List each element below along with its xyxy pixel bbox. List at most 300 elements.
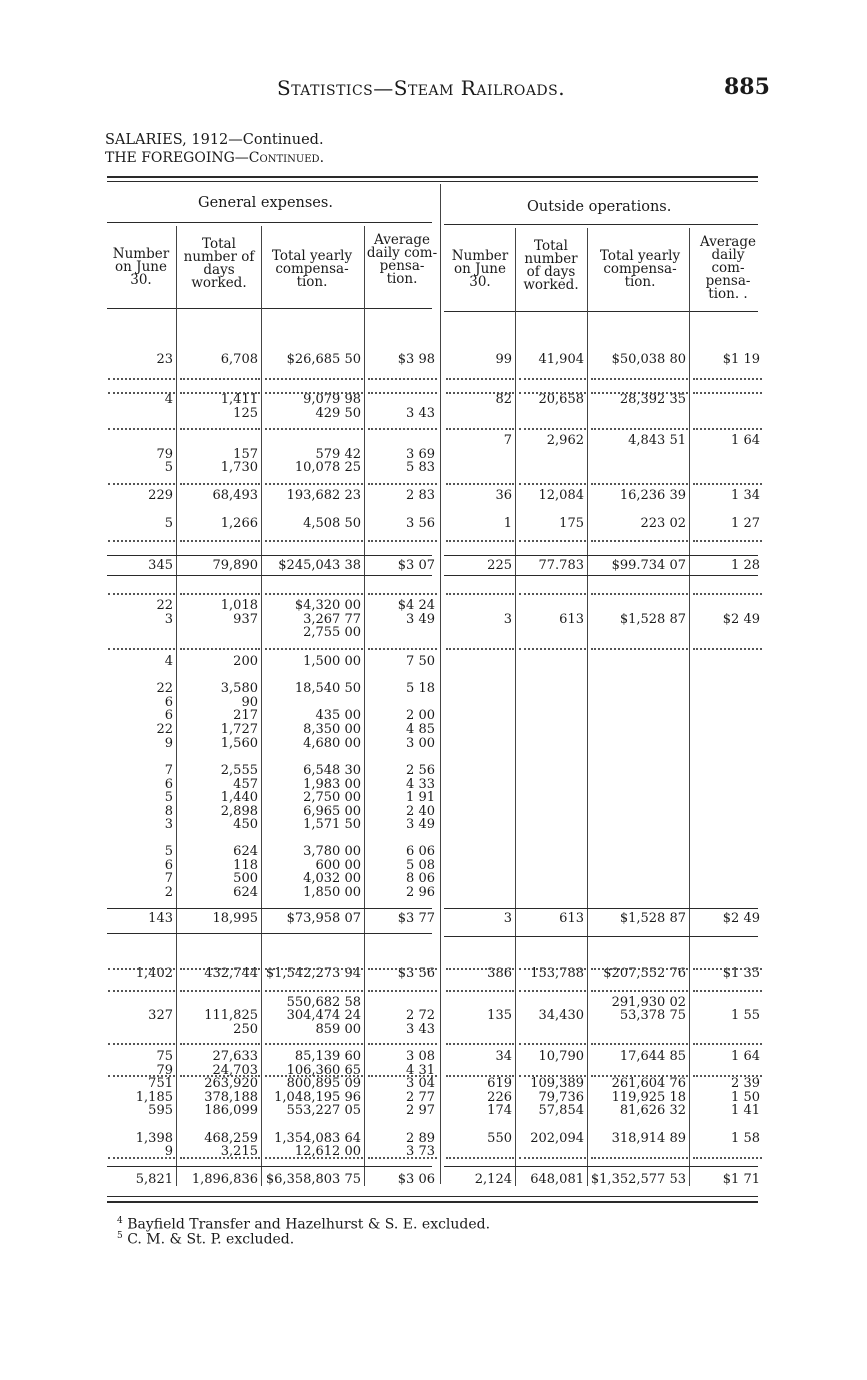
- cell-number-general: 595: [148, 1103, 173, 1118]
- cell-average-general: $3 77: [397, 911, 435, 926]
- dot-leader: [180, 378, 260, 380]
- dot-leader: [265, 648, 363, 650]
- dot-leader: [693, 378, 762, 380]
- cell-average-general: 2 83: [406, 488, 435, 503]
- cell-number-general: 9: [164, 736, 173, 751]
- dot-leader: [265, 593, 363, 595]
- cell-average-general: 4 31: [406, 1063, 435, 1078]
- dot-leader: [108, 990, 175, 992]
- cell-number-general: 6: [164, 858, 173, 873]
- dot-leader: [446, 378, 514, 380]
- dot-leader: [368, 540, 437, 542]
- cell-number-outside: 99: [495, 352, 512, 367]
- dot-leader: [180, 1157, 260, 1159]
- dot-leader: [265, 540, 363, 542]
- cell-average-general: 3 00: [406, 736, 435, 751]
- dot-leader: [180, 1075, 260, 1077]
- dot-leader: [180, 990, 260, 992]
- top-rule-2: [107, 181, 758, 182]
- cell-compensation-general: 304,474 24: [286, 1008, 361, 1023]
- top-rule: [107, 176, 758, 178]
- cell-number-general: 22: [156, 681, 173, 696]
- cell-number-outside: 2,124: [474, 1172, 512, 1187]
- cell-compensation-general: 2,755 00: [303, 625, 361, 640]
- dot-leader: [180, 593, 260, 595]
- subtotal-rule-1b: [107, 575, 432, 576]
- cell-days-general: 1,411: [220, 392, 258, 407]
- cell-compensation-general: 85,139 60: [294, 1049, 361, 1064]
- dot-leader: [693, 990, 762, 992]
- cell-average-general: 3 43: [406, 1022, 435, 1037]
- cell-average-general: 2 97: [406, 1103, 435, 1118]
- dot-leader: [591, 540, 688, 542]
- cell-number-outside: 34: [495, 1049, 512, 1064]
- dot-leader: [265, 378, 363, 380]
- cell-compensation-outside: 17,644 85: [619, 1049, 686, 1064]
- cell-compensation-general: 3,780 00: [303, 844, 361, 859]
- dot-leader: [591, 990, 688, 992]
- cell-average-general: 2 89: [406, 1131, 435, 1146]
- dot-leader: [265, 990, 363, 992]
- cell-days-general: 1,730: [220, 460, 258, 475]
- cell-compensation-general: 435 00: [315, 708, 361, 723]
- dot-leader: [519, 1043, 586, 1045]
- cell-days-general: 68,493: [212, 488, 258, 503]
- cell-average-general: 2 77: [406, 1090, 435, 1105]
- cell-compensation-general: 579 42: [315, 447, 361, 462]
- cell-average-outside: 2 39: [731, 1076, 760, 1091]
- cell-compensation-general: 9,079 98: [303, 392, 361, 407]
- dot-leader: [108, 428, 175, 430]
- page-title: Statistics—Steam Railroads.: [277, 76, 566, 100]
- cell-number-general: 5: [164, 844, 173, 859]
- subtotal-rule-1b-right: [444, 575, 758, 576]
- cell-number-general: 3: [164, 612, 173, 627]
- dot-leader: [265, 392, 363, 394]
- cell-days-general: 6,708: [220, 352, 258, 367]
- cell-compensation-general: 8,350 00: [303, 722, 361, 737]
- cell-number-general: 751: [148, 1076, 173, 1091]
- cell-average-general: $4 24: [397, 598, 435, 613]
- total-rule: [107, 1166, 432, 1167]
- cell-days-general: 468,259: [204, 1131, 258, 1146]
- dot-leader: [180, 968, 260, 970]
- group-header-outside-operations: Outside operations.: [527, 199, 672, 215]
- dot-leader: [265, 1157, 363, 1159]
- cell-days-general: 200: [233, 654, 258, 669]
- cell-days-general: 263,920: [204, 1076, 258, 1091]
- cell-compensation-general: 10,078 25: [294, 460, 361, 475]
- dot-leader: [446, 1157, 514, 1159]
- cell-days-general: 79,890: [212, 558, 258, 573]
- dot-leader: [368, 1043, 437, 1045]
- column-header-compensation-outside: Total yearly compensa- tion.: [599, 248, 681, 290]
- dot-leader: [519, 483, 586, 485]
- column-header-average-outside: Average daily com- pensa- tion. .: [700, 234, 756, 302]
- cell-days-general: 432,744: [204, 966, 258, 981]
- cell-number-general: 9: [164, 1144, 173, 1159]
- cell-compensation-general: $4,320 00: [294, 598, 361, 613]
- cell-number-outside: 386: [487, 966, 512, 981]
- dot-leader: [519, 392, 586, 394]
- cell-average-general: 1 91: [406, 790, 435, 805]
- subtotal-rule-2: [107, 908, 432, 909]
- cell-days-outside: 202,094: [530, 1131, 584, 1146]
- cell-number-outside: 3: [503, 911, 512, 926]
- dot-leader: [446, 593, 514, 595]
- footnote-mark: 4: [117, 1216, 123, 1226]
- cell-compensation-outside: $207,552 76: [603, 966, 686, 981]
- dot-leader: [368, 968, 437, 970]
- cell-compensation-general: 1,983 00: [303, 777, 361, 792]
- dot-leader: [108, 1043, 175, 1045]
- dot-leader: [265, 1043, 363, 1045]
- cell-average-general: 2 72: [406, 1008, 435, 1023]
- cell-number-general: 1,398: [135, 1131, 173, 1146]
- cell-average-general: 6 06: [406, 844, 435, 859]
- dot-leader: [368, 593, 437, 595]
- dot-leader: [108, 483, 175, 485]
- cell-number-outside: 226: [487, 1090, 512, 1105]
- dot-leader: [446, 1043, 514, 1045]
- cell-number-general: 4: [164, 654, 173, 669]
- cell-average-general: 5 08: [406, 858, 435, 873]
- cell-compensation-general: 429 50: [315, 406, 361, 421]
- dot-leader: [108, 378, 175, 380]
- cell-compensation-general: 1,048,195 96: [274, 1090, 361, 1105]
- column-header-number-general: Number on June 30.: [112, 246, 170, 288]
- cell-days-general: 1,440: [220, 790, 258, 805]
- cell-number-general: 143: [148, 911, 173, 926]
- cell-compensation-outside: $1,352,577 53: [590, 1172, 686, 1187]
- header-bottom-rule: [107, 308, 432, 309]
- column-header-days-outside: Total number of days worked.: [523, 238, 579, 293]
- cell-number-general: 4: [164, 392, 173, 407]
- cell-number-general: 7: [164, 871, 173, 886]
- cell-compensation-outside: 16,236 39: [619, 488, 686, 503]
- cell-number-outside: 7: [503, 433, 512, 448]
- footnote-2: [117, 1231, 294, 1248]
- cell-compensation-general: 859 00: [315, 1022, 361, 1037]
- dot-leader: [693, 593, 762, 595]
- column-header-number-outside: Number on June 30.: [451, 248, 509, 290]
- header-bottom-rule-right: [444, 311, 758, 312]
- cell-average-general: 3 49: [406, 817, 435, 832]
- dot-leader: [368, 392, 437, 394]
- cell-average-general: $3 06: [397, 1172, 435, 1187]
- column-header-compensation-general: Total yearly compensa- tion.: [271, 248, 353, 290]
- dot-leader: [180, 392, 260, 394]
- cell-number-general: 75: [156, 1049, 173, 1064]
- dot-leader: [265, 428, 363, 430]
- dot-leader: [108, 1157, 175, 1159]
- cell-days-general: 1,896,836: [191, 1172, 258, 1187]
- dot-leader: [446, 968, 514, 970]
- dot-leader: [693, 540, 762, 542]
- cell-number-general: 6: [164, 708, 173, 723]
- dot-leader: [519, 378, 586, 380]
- dot-leader: [693, 483, 762, 485]
- bottom-rule-2: [107, 1201, 758, 1203]
- column-divider-6: [587, 228, 588, 1186]
- dot-leader: [519, 593, 586, 595]
- cell-days-general: 457: [233, 777, 258, 792]
- cell-compensation-outside: 4,843 51: [628, 433, 686, 448]
- cell-average-general: 5 83: [406, 460, 435, 475]
- dot-leader: [519, 428, 586, 430]
- cell-days-outside: 2,962: [546, 433, 584, 448]
- cell-compensation-general: 4,680 00: [303, 736, 361, 751]
- cell-compensation-general: $6,358,803 75: [265, 1172, 361, 1187]
- cell-number-outside: 619: [487, 1076, 512, 1091]
- cell-number-outside: 3: [503, 612, 512, 627]
- cell-average-general: 2 40: [406, 804, 435, 819]
- cell-days-outside: 79,736: [538, 1090, 584, 1105]
- dot-leader: [180, 428, 260, 430]
- cell-average-outside: 1 27: [731, 516, 760, 531]
- cell-number-general: 327: [148, 1008, 173, 1023]
- cell-compensation-outside: 81,626 32: [619, 1103, 686, 1118]
- bottom-rule: [107, 1196, 758, 1197]
- dot-leader: [446, 540, 514, 542]
- column-divider-3: [364, 226, 365, 1186]
- cell-days-general: 125: [233, 406, 258, 421]
- subtotal-rule-1: [107, 555, 432, 556]
- cell-compensation-outside: 223 02: [640, 516, 686, 531]
- subtotal-rule-2-right: [444, 908, 758, 909]
- cell-compensation-general: 2,750 00: [303, 790, 361, 805]
- cell-compensation-outside: $1,528 87: [619, 911, 686, 926]
- column-divider-5: [515, 228, 516, 1186]
- cell-average-outside: 1 55: [731, 1008, 760, 1023]
- cell-average-outside: $2 49: [722, 911, 760, 926]
- cell-number-general: 345: [148, 558, 173, 573]
- footnote-mark: 5: [117, 1231, 123, 1241]
- dot-leader: [265, 968, 363, 970]
- cell-average-general: 4 33: [406, 777, 435, 792]
- cell-compensation-outside: 119,925 18: [611, 1090, 686, 1105]
- cell-compensation-general: 106,360 65: [286, 1063, 361, 1078]
- cell-number-general: 5: [164, 460, 173, 475]
- dot-leader: [368, 1075, 437, 1077]
- cell-compensation-general: $26,685 50: [286, 352, 361, 367]
- cell-compensation-general: 6,548 30: [303, 763, 361, 778]
- cell-average-outside: $1 71: [722, 1172, 760, 1187]
- cell-compensation-general: 800,895 09: [286, 1076, 361, 1091]
- cell-compensation-outside: 291,930 02: [611, 995, 686, 1010]
- cell-days-general: 157: [233, 447, 258, 462]
- cell-average-general: $3 07: [397, 558, 435, 573]
- cell-compensation-outside: $1,528 87: [619, 612, 686, 627]
- cell-compensation-general: 193,682 23: [286, 488, 361, 503]
- cell-average-general: 3 69: [406, 447, 435, 462]
- cell-compensation-general: 4,032 00: [303, 871, 361, 886]
- cell-average-outside: 1 64: [731, 433, 760, 448]
- cell-days-general: 450: [233, 817, 258, 832]
- cell-number-general: 22: [156, 598, 173, 613]
- cell-compensation-general: 12,612 00: [294, 1144, 361, 1159]
- cell-days-outside: 613: [559, 612, 584, 627]
- cell-average-general: 3 43: [406, 406, 435, 421]
- cell-average-general: 3 49: [406, 612, 435, 627]
- cell-days-outside: 10,790: [538, 1049, 584, 1064]
- dot-leader: [368, 990, 437, 992]
- dot-leader: [591, 1157, 688, 1159]
- dot-leader: [265, 1075, 363, 1077]
- dot-leader: [591, 378, 688, 380]
- subtotal-rule-2b-right: [444, 936, 758, 937]
- cell-average-general: 5 18: [406, 681, 435, 696]
- cell-number-general: 1,185: [135, 1090, 173, 1105]
- cell-number-general: 6: [164, 777, 173, 792]
- cell-average-outside: 1 50: [731, 1090, 760, 1105]
- column-divider-2: [261, 226, 262, 1186]
- subtitle-foregoing: THE FOREGOING—Continued.: [105, 150, 325, 166]
- cell-average-outside: 1 41: [731, 1103, 760, 1118]
- cell-number-general: 6: [164, 695, 173, 710]
- cell-number-outside: 174: [487, 1103, 512, 1118]
- cell-days-general: 90: [241, 695, 258, 710]
- cell-days-outside: 12,084: [538, 488, 584, 503]
- cell-days-general: 186,099: [204, 1103, 258, 1118]
- cell-number-outside: 1: [503, 516, 512, 531]
- dot-leader: [519, 990, 586, 992]
- dot-leader: [446, 1075, 514, 1077]
- cell-number-outside: 550: [487, 1131, 512, 1146]
- cell-average-outside: $1 35: [722, 966, 760, 981]
- cell-days-general: 1,560: [220, 736, 258, 751]
- dot-leader: [446, 428, 514, 430]
- cell-days-outside: 153,788: [530, 966, 584, 981]
- cell-compensation-general: 3,267 77: [303, 612, 361, 627]
- cell-days-general: 118: [233, 858, 258, 873]
- subtotal-rule-1-right: [444, 555, 758, 556]
- cell-average-outside: 1 64: [731, 1049, 760, 1064]
- cell-number-general: 23: [156, 352, 173, 367]
- dot-leader: [591, 593, 688, 595]
- cell-compensation-general: 1,850 00: [303, 885, 361, 900]
- dot-leader: [693, 648, 762, 650]
- cell-number-general: 79: [156, 1063, 173, 1078]
- subtotal-rule-2b: [107, 933, 432, 934]
- cell-average-general: 2 00: [406, 708, 435, 723]
- dot-leader: [591, 392, 688, 394]
- cell-number-general: 3: [164, 817, 173, 832]
- dot-leader: [108, 968, 175, 970]
- column-header-average-general: Average daily com- pensa- tion.: [366, 232, 438, 287]
- cell-compensation-general: 553,227 05: [286, 1103, 361, 1118]
- cell-days-general: 217: [233, 708, 258, 723]
- dot-leader: [368, 483, 437, 485]
- dot-leader: [180, 483, 260, 485]
- dot-leader: [693, 1043, 762, 1045]
- cell-days-general: 24,703: [212, 1063, 258, 1078]
- dot-leader: [693, 1075, 762, 1077]
- dot-leader: [265, 483, 363, 485]
- cell-number-general: 229: [148, 488, 173, 503]
- cell-average-general: 3 04: [406, 1076, 435, 1091]
- cell-days-general: 1,018: [220, 598, 258, 613]
- dot-leader: [368, 1157, 437, 1159]
- dot-leader: [591, 483, 688, 485]
- dot-leader: [446, 392, 514, 394]
- cell-average-general: $3 56: [397, 966, 435, 981]
- dot-leader: [519, 968, 586, 970]
- cell-compensation-outside: 53,378 75: [619, 1008, 686, 1023]
- dot-leader: [519, 1157, 586, 1159]
- dot-leader: [108, 540, 175, 542]
- column-header-days-general: Total number of days worked.: [183, 236, 255, 291]
- dot-leader: [693, 968, 762, 970]
- cell-average-outside: $2 49: [722, 612, 760, 627]
- cell-average-general: 4 85: [406, 722, 435, 737]
- cell-number-general: 22: [156, 722, 173, 737]
- cell-number-outside: 135: [487, 1008, 512, 1023]
- cell-days-general: 3,580: [220, 681, 258, 696]
- cell-days-general: 624: [233, 885, 258, 900]
- cell-days-general: 2,898: [220, 804, 258, 819]
- dot-leader: [519, 648, 586, 650]
- cell-number-outside: 82: [495, 392, 512, 407]
- cell-compensation-outside: $50,038 80: [611, 352, 686, 367]
- footnote-text: C. M. & St. P. excluded.: [127, 1231, 295, 1248]
- cell-days-general: 1,727: [220, 722, 258, 737]
- cell-days-outside: 648,081: [530, 1172, 584, 1187]
- cell-average-outside: $1 19: [722, 352, 760, 367]
- cell-number-outside: 225: [487, 558, 512, 573]
- dot-leader: [108, 1075, 175, 1077]
- cell-compensation-outside: $99.734 07: [611, 558, 686, 573]
- group-header-general-expenses: General expenses.: [198, 195, 333, 211]
- dot-leader: [519, 1075, 586, 1077]
- dot-leader: [446, 648, 514, 650]
- dot-leader: [446, 483, 514, 485]
- cell-average-general: $3 98: [397, 352, 435, 367]
- column-divider-7: [689, 228, 690, 1186]
- cell-days-general: 27,633: [212, 1049, 258, 1064]
- dot-leader: [519, 540, 586, 542]
- cell-days-outside: 57,854: [538, 1103, 584, 1118]
- cell-days-outside: 109,389: [530, 1076, 584, 1091]
- cell-number-general: 5,821: [135, 1172, 173, 1187]
- dot-leader: [108, 648, 175, 650]
- dot-leader: [591, 1075, 688, 1077]
- dot-leader: [693, 428, 762, 430]
- cell-days-general: 111,825: [204, 1008, 258, 1023]
- cell-number-general: 7: [164, 763, 173, 778]
- cell-days-outside: 613: [559, 911, 584, 926]
- cell-number-general: 5: [164, 516, 173, 531]
- total-rule-right: [444, 1166, 758, 1167]
- cell-days-general: 624: [233, 844, 258, 859]
- cell-average-general: 2 56: [406, 763, 435, 778]
- cell-number-outside: 36: [495, 488, 512, 503]
- dot-leader: [108, 593, 175, 595]
- cell-number-general: 8: [164, 804, 173, 819]
- dot-leader: [591, 968, 688, 970]
- cell-compensation-outside: 318,914 89: [611, 1131, 686, 1146]
- cell-average-general: 8 06: [406, 871, 435, 886]
- subtitle-salaries: SALARIES, 1912—Continued.: [105, 132, 324, 148]
- dot-leader: [591, 1043, 688, 1045]
- cell-days-outside: 77.783: [538, 558, 584, 573]
- dot-leader: [108, 392, 175, 394]
- dot-leader: [180, 1043, 260, 1045]
- cell-average-general: 3 73: [406, 1144, 435, 1159]
- cell-days-general: 250: [233, 1022, 258, 1037]
- dot-leader: [591, 428, 688, 430]
- cell-compensation-general: 1,571 50: [303, 817, 361, 832]
